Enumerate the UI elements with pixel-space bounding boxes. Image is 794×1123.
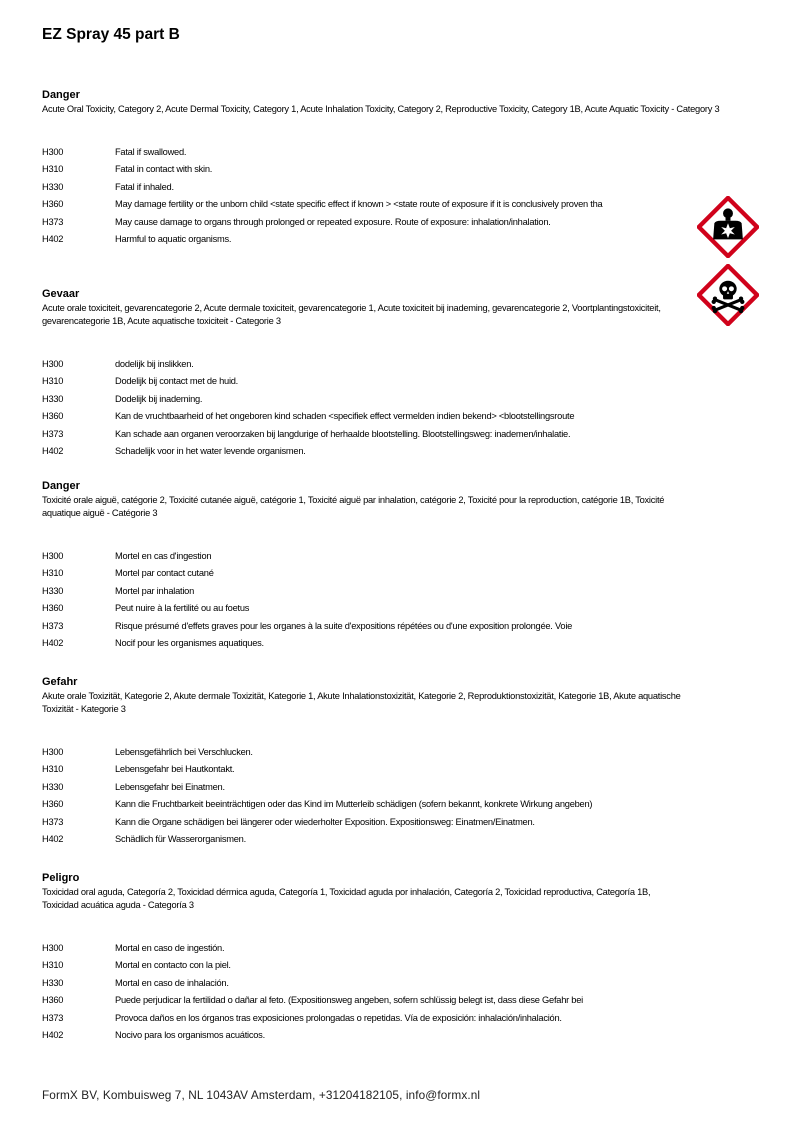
h-text: Lebensgefahr bei Einatmen. [115, 781, 225, 792]
hazard-statement-row [42, 638, 742, 655]
hazard-statement-row [42, 817, 742, 834]
ghs06-skull-crossbones-icon [697, 264, 759, 326]
hazard-classification: Acute orale toxiciteit, gevarencategorie 2, Acute dermale toxiciteit, gevarencategorie 1, Acute toxiciteit bij inademing, gevarencategorie 2, Voortplantingstoxiciteit, gevarencategorie 1B, Acute aquatische toxiciteit - Categorie 3 [42, 303, 661, 326]
h-text: Dodelijk bij inademing. [115, 393, 203, 404]
hazard-statement-row [42, 359, 742, 376]
section-dutch [42, 288, 742, 463]
hazard-statement-row [42, 1030, 742, 1047]
h-code: H330 [42, 585, 64, 596]
h-text: Peut nuire à la fertilité ou au foetus [115, 603, 250, 614]
ghs08-health-hazard-icon [697, 196, 759, 258]
h-text: Fatal in contact with skin. [115, 164, 213, 175]
h-text: Mortal en caso de inhalación. [115, 977, 229, 988]
h-code: H300 [42, 551, 64, 561]
h-text: Fatal if inhaled. [115, 181, 174, 192]
hazard-statement-row [42, 1013, 742, 1030]
hazard-statement-row [42, 799, 742, 816]
hazard-statement-row [42, 764, 742, 781]
h-text: Mortal en contacto con la piel. [115, 960, 231, 971]
h-text: Nocif pour les organismes aquatiques. [115, 637, 264, 648]
hazard-statement-list [42, 551, 742, 655]
hazard-statement-row [42, 978, 742, 995]
h-code: H360 [42, 411, 64, 422]
section-german [42, 676, 742, 851]
section-spanish [42, 872, 742, 1047]
h-code: H373 [42, 216, 64, 227]
h-code: H373 [42, 428, 64, 439]
h-text: Kann die Organe schädigen bei längerer oder wiederholter Exposition. Expositionsweg: Einatmen/Einatmen. [115, 816, 535, 827]
hazard-statement-row [42, 234, 742, 251]
h-text: Schädlich für Wasserorganismen. [115, 833, 246, 844]
h-text: dodelijk bij inslikken. [115, 359, 194, 369]
hazard-statement-row [42, 568, 742, 585]
signal-word: Danger [42, 89, 80, 101]
h-code: H310 [42, 568, 64, 579]
h-text: May cause damage to organs through prolonged or repeated exposure. Route of exposure: inhalation/inhalation. [115, 216, 551, 227]
hazard-statement-row [42, 747, 742, 764]
h-code: H300 [42, 147, 64, 157]
h-code: H402 [42, 833, 64, 844]
hazard-statement-row [42, 376, 742, 393]
hazard-statement-row [42, 586, 742, 603]
hazard-statement-row [42, 394, 742, 411]
hazard-classification: Akute orale Toxizität, Kategorie 2, Akute dermale Toxizität, Kategorie 1, Akute Inhalationstoxizität, Kategorie 2, Reproduktionstoxizität, Kategorie 1B, Akute aquatische Toxizität - Kategorie 3 [42, 691, 681, 714]
h-code: H330 [42, 781, 64, 792]
hazard-statement-row [42, 199, 742, 216]
hazard-statement-row [42, 429, 742, 446]
h-code: H373 [42, 816, 64, 827]
signal-word: Gefahr [42, 676, 78, 688]
h-text: May damage fertility or the unborn child <state specific effect if known > <state route of exposure if it is conclusively proven tha [115, 199, 603, 210]
h-text: Schadelijk voor in het water levende organismen. [115, 445, 306, 456]
h-text: Lebensgefahr bei Hautkontakt. [115, 764, 235, 775]
h-code: H300 [42, 359, 64, 369]
h-text: Lebensgefährlich bei Verschlucken. [115, 747, 253, 757]
h-code: H310 [42, 376, 64, 387]
h-code: H330 [42, 181, 64, 192]
h-code: H402 [42, 1029, 64, 1040]
h-text: Mortel par contact cutané [115, 568, 214, 579]
signal-word: Gevaar [42, 288, 80, 300]
h-code: H402 [42, 233, 64, 244]
hazard-statement-list [42, 147, 742, 251]
hazard-statement-row [42, 782, 742, 799]
h-code: H373 [42, 620, 64, 631]
h-text: Puede perjudicar la fertilidad o dañar al feto. (Expositionsweg angeben, sofern schlüssig belegt ist, dass diese Gefahr bei [115, 995, 583, 1006]
h-text: Mortel par inhalation [115, 585, 194, 596]
h-code: H402 [42, 445, 64, 456]
signal-word: Danger [42, 480, 80, 492]
hazard-statement-row [42, 621, 742, 638]
hazard-statement-row [42, 164, 742, 181]
hazard-statement-row [42, 995, 742, 1012]
section-english [42, 89, 742, 251]
hazard-statement-row [42, 411, 742, 428]
h-text: Risque présumé d'effets graves pour les organes à la suite d'expositions répétées ou d'une exposition prolongée. Voie [115, 620, 573, 631]
hazard-statement-list [42, 359, 742, 463]
hazard-statement-row [42, 603, 742, 620]
h-code: H300 [42, 747, 64, 757]
hazard-classification: Toxicidad oral aguda, Categoría 2, Toxicidad dérmica aguda, Categoría 1, Toxicidad aguda por inhalación, Categoría 2, Toxicidad reproductiva, Categoría 1B, Toxicidad acuática aguda - Categoría 3 [42, 887, 651, 910]
h-text: Kann die Fruchtbarkeit beeinträchtigen oder das Kind im Mutterleib schädigen (sofern bekannt, konkrete Wirkung angeben) [115, 799, 593, 810]
h-text: Mortel en cas d'ingestion [115, 551, 212, 561]
signal-word: Peligro [42, 872, 80, 884]
h-text: Mortal en caso de ingestión. [115, 943, 225, 953]
h-text: Kan de vruchtbaarheid of het ongeboren kind schaden <specifiek effect vermelden indien bekend> <blootstellingsroute [115, 411, 575, 422]
hazard-classification: Toxicité orale aiguë, catégorie 2, Toxicité cutanée aiguë, catégorie 1, Toxicité aiguë par inhalation, catégorie 2, Toxicité pour la reproduction, catégorie 1B, Toxicité aquatique aiguë - Catégorie 3 [42, 495, 665, 518]
company-footer: FormX BV, Kombuisweg 7, NL 1043AV Amsterdam, +31204182105, info@formx.nl [42, 1088, 481, 1102]
hazard-statement-row [42, 551, 742, 568]
hazard-statement-row [42, 182, 742, 199]
h-code: H360 [42, 799, 64, 810]
h-code: H360 [42, 603, 64, 614]
h-code: H310 [42, 164, 64, 175]
document-title: EZ Spray 45 part B [42, 26, 180, 43]
h-text: Kan schade aan organen veroorzaken bij langdurige of herhaalde blootstelling. Blootstellingsweg: inademen/inhalatie. [115, 428, 571, 439]
hazard-classification: Acute Oral Toxicity, Category 2, Acute Dermal Toxicity, Category 1, Acute Inhalation Toxicity, Category 2, Reproductive Toxicity, Category 1B, Acute Aquatic Toxicity - Category 3 [42, 104, 720, 114]
hazard-statement-list [42, 943, 742, 1047]
section-french [42, 480, 742, 655]
h-text: Fatal if swallowed. [115, 147, 187, 157]
h-code: H330 [42, 393, 64, 404]
h-code: H310 [42, 960, 64, 971]
hazard-statement-list [42, 747, 742, 851]
hazard-statement-row [42, 943, 742, 960]
hazard-statement-row [42, 834, 742, 851]
h-code: H310 [42, 764, 64, 775]
hazard-statement-row [42, 446, 742, 463]
hazard-statement-row [42, 960, 742, 977]
h-text: Nocivo para los organismos acuáticos. [115, 1029, 265, 1040]
h-code: H360 [42, 995, 64, 1006]
h-code: H402 [42, 637, 64, 648]
h-text: Dodelijk bij contact met de huid. [115, 376, 239, 387]
h-code: H300 [42, 943, 64, 953]
h-code: H330 [42, 977, 64, 988]
hazard-statement-row [42, 217, 742, 234]
hazard-statement-row [42, 147, 742, 164]
h-code: H360 [42, 199, 64, 210]
h-code: H373 [42, 1012, 64, 1023]
h-text: Provoca daños en los órganos tras exposiciones prolongadas o repetidas. Vía de exposición: inhalación/inhalación. [115, 1012, 562, 1023]
h-text: Harmful to aquatic organisms. [115, 233, 232, 244]
